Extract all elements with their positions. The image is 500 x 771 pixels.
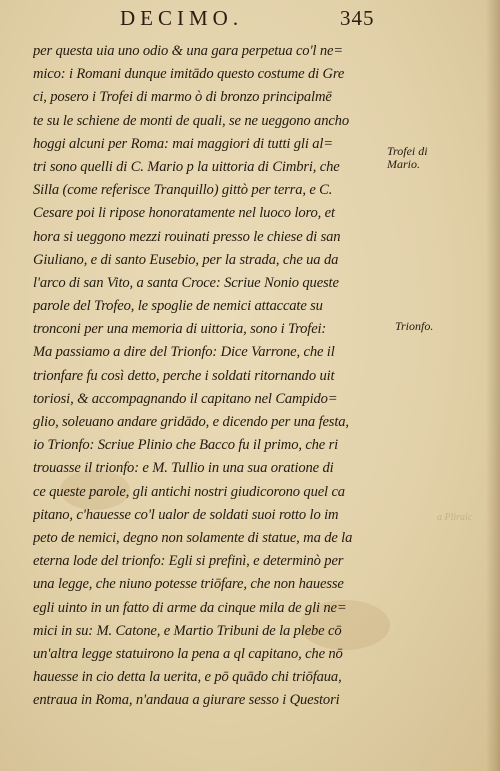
text-line: ci, posero i Trofei di marmo ò di bronzo principalmē [33, 89, 332, 106]
text-line: mici in su: M. Catone, e Martio Tribuni de la plebe cō [33, 622, 342, 639]
margin-note-trofei [387, 145, 428, 171]
body-text [33, 40, 385, 712]
text-line: tri sono quelli di C. Mario p la uittoria di Cimbri, che [33, 158, 340, 175]
text-line: per questa uia uno odio & una gara perpetua co'l ne= [33, 43, 343, 59]
text-line: Ma passiamo a dire del Trionfo: Dice Varrone, che il [33, 344, 335, 361]
margin-note-trionfo: Trionfo. [395, 319, 434, 333]
text-line: peto de nemici, degno non solamente di statue, ma de la [33, 529, 353, 546]
page-header [0, 6, 500, 30]
text-line: ce queste parole, gli antichi nostri giudicorono quel ca [33, 483, 345, 500]
text-line: trionfare fu così detto, perche i soldati ritornando uit [33, 367, 335, 384]
text-line: Cesare poi li ripose honoratamente nel luoco loro, et [33, 205, 335, 222]
text-line: Giuliano, e di santo Eusebio, per la strada, che ua da [33, 251, 339, 268]
text-line: un'altra legge statuirono la pena a ql capitano, che nō [33, 645, 343, 662]
margin-note-line: Mario. [387, 157, 420, 171]
page-edge-shadow [486, 0, 500, 771]
text-line: Silla (come referisce Tranquillo) gittò per terra, e C. [33, 182, 333, 199]
show-through-text: a Pliraic [437, 512, 473, 523]
text-line: parole del Trofeo, le spoglie de nemici attaccate su [33, 298, 323, 315]
text-line: toriosi, & accompagnando il capitano nel Campido= [33, 390, 338, 407]
page-number: 345 [340, 6, 375, 30]
text-line: hora si ueggono mezzi rouinati presso le chiese di san [33, 228, 341, 245]
text-line: tronconi per una memoria di uittoria, sono i Trofei: [33, 321, 327, 338]
text-line: te su le schiene de monti de quali, se ne ueggono ancho [33, 112, 349, 129]
text-line: hoggi alcuni per Roma: mai maggiori di tutti gli al= [33, 135, 333, 152]
text-line: trouasse il trionfo: e M. Tullio in una sua oratione di [33, 460, 334, 477]
text-line: eterna lode del trionfo: Egli si prefinì, e determinò per [33, 553, 344, 570]
text-line: entraua in Roma, n'andaua a giurare sesso i Questori [33, 692, 340, 709]
text-line: pitano, c'hauesse co'l ualor de soldati suoi rotto lo im [33, 506, 339, 523]
text-line: l'arco di san Vito, a santa Croce: Scriue Nonio queste [33, 274, 339, 291]
text-line: hauesse in cio detta la uerita, e pō quādo chi triōfaua, [33, 669, 342, 686]
running-head: DECIMO. [120, 6, 244, 30]
text-line: mico: i Romani dunque imitādo questo costume di Gre [33, 66, 345, 83]
text-line: egli uinto in un fatto di arme da cinque mila de gli ne= [33, 599, 347, 616]
text-line: una legge, che niuno potesse triōfare, che non hauesse [33, 576, 344, 593]
text-line: io Trionfo: Scriue Plinio che Bacco fu il primo, che ri [33, 437, 339, 454]
margin-note-line: Trofei di [387, 144, 428, 158]
text-line: glio, soleuano andare gridādo, e dicendo per una festa, [33, 414, 349, 430]
